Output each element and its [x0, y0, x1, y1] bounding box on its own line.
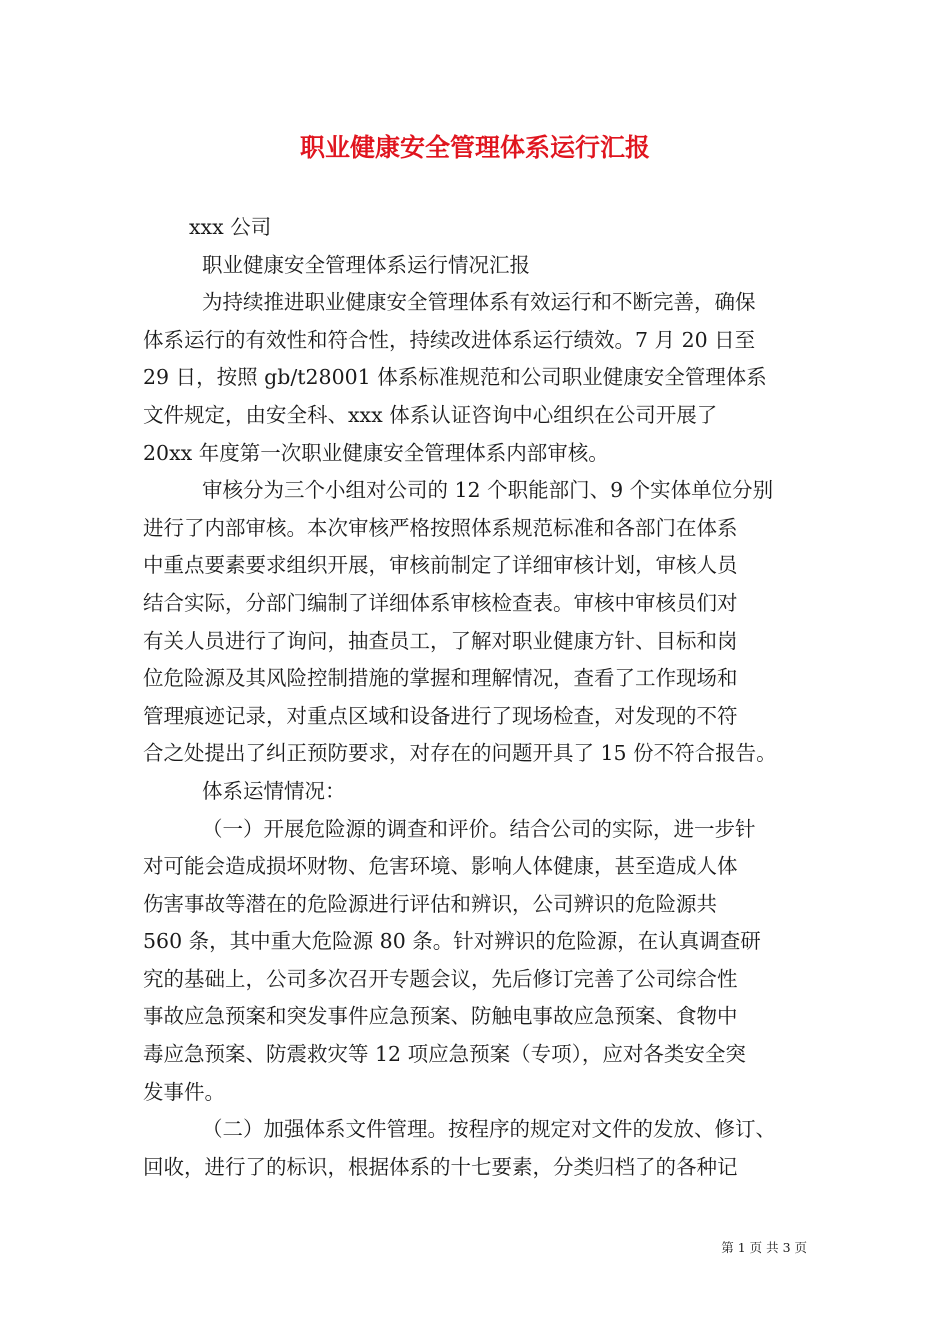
- report-subtitle: 职业健康安全管理体系运行情况汇报: [202, 252, 530, 277]
- paragraph-line: 事故应急预案和突发事件应急预案、防触电事故应急预案、食物中: [143, 1004, 738, 1029]
- paragraph-line: （一）开展危险源的调查和评价。结合公司的实际，进一步针: [202, 816, 756, 841]
- paragraph-line: （二）加强体系文件管理。按程序的规定对文件的发放、修订、: [202, 1117, 776, 1142]
- paragraph-line: 文件规定，由安全科、xxx 体系认证咨询中心组织在公司开展了: [143, 402, 718, 427]
- paragraph-line: 审核分为三个小组对公司的 12 个职能部门、9 个实体单位分别: [202, 478, 774, 503]
- paragraph-line: 20xx 年度第一次职业健康安全管理体系内部审核。: [143, 440, 609, 465]
- paragraph-line: 毒应急预案、防震救灾等 12 项应急预案（专项），应对各类安全突: [143, 1042, 746, 1067]
- paragraph-5: [143, 1111, 811, 1186]
- paragraph-3: [143, 773, 811, 811]
- document-body: [143, 209, 811, 1186]
- paragraph-line: 中重点要素要求组织开展，审核前制定了详细审核计划，审核人员: [143, 553, 738, 578]
- document-title: 职业健康安全管理体系运行汇报: [299, 133, 650, 162]
- paragraph-line: 伤害事故等潜在的危险源进行评估和辨识，公司辨识的危险源共: [143, 891, 717, 916]
- company-line: xxx 公司: [189, 215, 272, 239]
- page-number: 第 1 页 共 3 页: [721, 1240, 807, 1255]
- paragraph-line: 结合实际，分部门编制了详细体系审核检查表。审核中审核员们对: [143, 590, 738, 615]
- paragraph-line: 为持续推进职业健康安全管理体系有效运行和不断完善，确保: [202, 290, 756, 315]
- paragraph-line: 管理痕迹记录，对重点区域和设备进行了现场检查，对发现的不符: [143, 703, 738, 728]
- paragraph-line: 进行了内部审核。本次审核严格按照体系规范标准和各部门在体系: [143, 515, 738, 540]
- paragraph-line: 体系运行的有效性和符合性，持续改进体系运行绩效。7 月 20 日至: [143, 327, 756, 352]
- paragraph-line: 合之处提出了纠正预防要求，对存在的问题开具了 15 份不符合报告。: [143, 741, 777, 766]
- paragraph-4: [143, 811, 811, 1112]
- paragraph-1: [143, 284, 811, 472]
- paragraph-line: 发事件。: [143, 1079, 225, 1104]
- paragraph-line: 位危险源及其风险控制措施的掌握和理解情况，查看了工作现场和: [143, 666, 738, 691]
- paragraph-2: [143, 472, 811, 773]
- section-heading: 体系运情情况：: [202, 778, 346, 803]
- paragraph-line: 29 日，按照 gb/t28001 体系标准规范和公司职业健康安全管理体系: [143, 365, 767, 390]
- paragraph-line: 有关人员进行了询问，抽查员工，了解对职业健康方针、目标和岗: [143, 628, 738, 653]
- paragraph-line: 回收，进行了的标识，根据体系的十七要素，分类归档了的各种记: [143, 1154, 738, 1179]
- paragraph-line: 560 条，其中重大危险源 80 条。针对辨识的危险源，在认真调查研: [143, 929, 761, 954]
- paragraph-line: 究的基础上，公司多次召开专题会议，先后修订完善了公司综合性: [143, 966, 738, 991]
- paragraph-line: 对可能会造成损坏财物、危害环境、影响人体健康，甚至造成人体: [143, 854, 738, 879]
